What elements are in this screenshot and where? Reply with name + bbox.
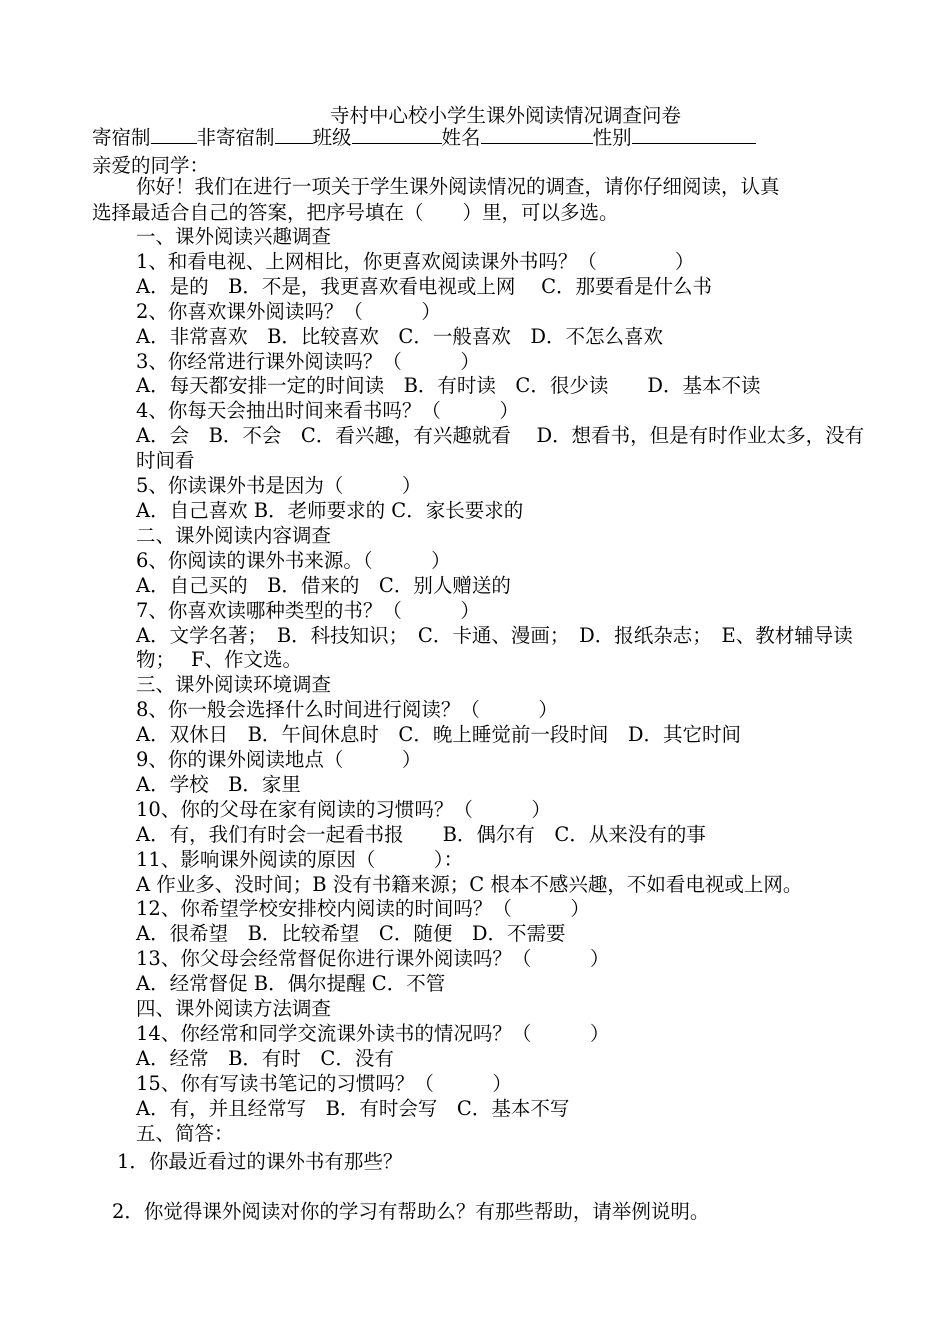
short-answer-2: 2．你觉得课外阅读对你的学习有帮助么？有那些帮助，请举例说明。 — [112, 1200, 710, 1223]
options-11: A 作业多、没时间；B 没有书籍来源；C 根本不感兴趣，不如看电视或上网。 — [136, 872, 803, 896]
boarding-label: 寄宿制 — [92, 126, 151, 149]
options-10: A．有，我们有时会一起看书报 B．偶尔有 C．从来没有的事 — [136, 822, 706, 846]
question-15: 15、你有写读书笔记的习惯吗？（ ） — [136, 1071, 512, 1095]
options-15: A．有，并且经常写 B．有时会写 C．基本不写 — [136, 1096, 570, 1120]
question-11: 11、影响课外阅读的原因（ ）： — [136, 847, 464, 871]
options-6: A．自己买的 B．借来的 C．别人赠送的 — [136, 573, 511, 597]
options-9: A．学校 B．家里 — [136, 772, 301, 796]
short-answer-1: 1．你最近看过的课外书有那些？ — [117, 1150, 403, 1173]
name-blank[interactable] — [481, 125, 593, 144]
non-boarding-label: 非寄宿制 — [196, 126, 275, 149]
intro-paragraph — [92, 174, 867, 225]
question-3: 3、你经常进行课外阅读吗？（ ） — [136, 349, 480, 373]
options-12: A．很希望 B．比较希望 C．随便 D．不需要 — [136, 922, 566, 946]
options-14: A．经常 B．有时 C．没有 — [136, 1046, 394, 1070]
question-13: 13、你父母会经常督促你进行课外阅读吗？（ ） — [136, 947, 610, 971]
question-2: 2、你喜欢课外阅读吗？（ ） — [136, 299, 441, 323]
intro-line-2: 选择最适合自己的答案，把序号填在（ ）里，可以多选。 — [92, 200, 619, 224]
gender-label: 性别 — [592, 126, 632, 149]
question-6: 6、你阅读的课外书来源。（ ） — [136, 548, 451, 572]
non-boarding-blank[interactable] — [275, 125, 313, 144]
student-info-line — [92, 125, 756, 150]
options-8: A．双休日 B．午间休息时 C．晚上睡觉前一段时间 D．其它时间 — [136, 723, 741, 747]
options-13: A．经常督促 B．偶尔提醒 C．不管 — [136, 972, 446, 996]
section-heading: 三、课外阅读环境调查 — [136, 673, 332, 697]
class-blank[interactable] — [352, 125, 442, 144]
question-1: 1、和看电视、上网相比，你更喜欢阅读课外书吗？（ ） — [136, 249, 695, 273]
section-heading: 四、课外阅读方法调查 — [136, 997, 332, 1021]
class-label: 班级 — [312, 126, 352, 149]
question-list — [136, 225, 876, 1147]
intro-line-1: 你好！我们在进行一项关于学生课外阅读情况的调查，请你仔细阅读，认真 — [136, 175, 780, 198]
options-7: A．文学名著； B．科技知识； C．卡通、漫画； D．报纸杂志； E、教材辅导读物； F、作文选。 — [136, 623, 853, 672]
gender-blank[interactable] — [632, 125, 756, 144]
options-1: A．是的 B．不是，我更喜欢看电视或上网 C．那要看是什么书 — [136, 274, 713, 298]
question-9: 9、你的课外阅读地点（ ） — [136, 748, 422, 772]
question-10: 10、你的父母在家有阅读的习惯吗？（ ） — [136, 797, 551, 821]
question-5: 5、你读课外书是因为（ ） — [136, 474, 422, 498]
options-3: A．每天都安排一定的时间读 B．有时读 C．很少读 D．基本不读 — [136, 374, 761, 398]
section-heading: 二、课外阅读内容调查 — [136, 523, 332, 547]
question-8: 8、你一般会选择什么时间进行阅读？（ ） — [136, 698, 558, 722]
question-12: 12、你希望学校安排校内阅读的时间吗？（ ） — [136, 897, 590, 921]
salutation: 亲爱的同学： — [92, 154, 210, 177]
name-label: 姓名 — [441, 126, 481, 149]
options-4: A．会 B．不会 C．看兴趣，有兴趣就看 D．想看书，但是有时作业太多，没有时间看 — [136, 424, 865, 473]
question-7: 7、你喜欢读哪种类型的书？（ ） — [136, 598, 480, 622]
section-heading: 五、简答： — [136, 1121, 234, 1145]
section-heading: 一、课外阅读兴趣调查 — [136, 225, 332, 248]
question-4: 4、你每天会抽出时间来看书吗？（ ） — [136, 399, 519, 423]
document-title: 寺村中心校小学生课外阅读情况调查问卷 — [330, 104, 682, 127]
question-14: 14、你经常和同学交流课外读书的情况吗？（ ） — [136, 1022, 610, 1045]
options-5: A．自己喜欢 B．老师要求的 C．家长要求的 — [136, 498, 524, 522]
boarding-blank[interactable] — [151, 125, 197, 144]
options-2: A．非常喜欢 B．比较喜欢 C．一般喜欢 D．不怎么喜欢 — [136, 324, 663, 348]
